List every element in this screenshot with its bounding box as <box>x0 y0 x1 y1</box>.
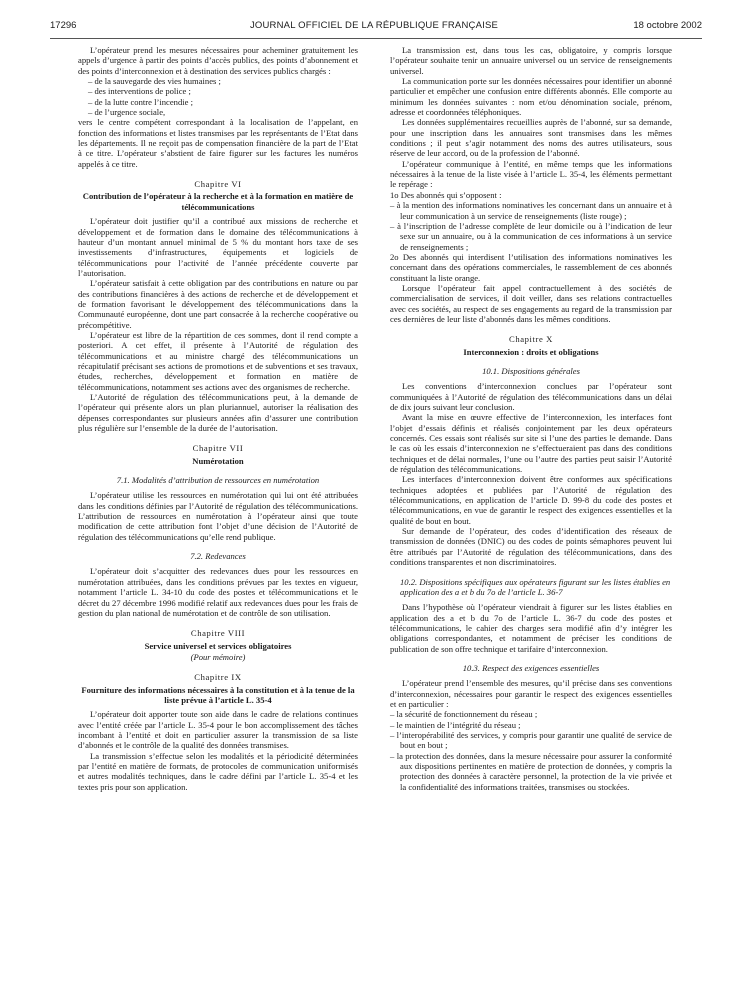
paragraph: Les données supplémentaires recueillies auprès de l’abonné, sur sa demande, pour une inscription dans les annuaires sont transmises dans les mêmes conditions ; il peut s’agir notamment des noms des autres utilisateurs, sous réserve de leur accord, ou de la profession de l’abonné. <box>390 117 672 159</box>
list-item: – de la sauvegarde des vies humaines ; <box>88 76 221 87</box>
chapter-label: Chapitre IX <box>194 672 242 683</box>
list-item: – l’interopérabilité des services, y compris pour garantir une qualité de service de bout en bout ; <box>390 729 672 751</box>
chapter-title: Fourniture des informations nécessaires à la constitution et à la tenue de la liste prévue à l’article L. 35-4 <box>81 684 355 705</box>
list-item: – la sécurité de fonctionnement du réseau ; <box>390 709 538 720</box>
chapter-label: Chapitre VII <box>192 443 244 454</box>
paragraph: Dans l’hypothèse où l’opérateur viendrait à figurer sur les listes établies en application des a et b du 7o de l’article L. 36-7 du code des postes et télécommunications, le cahier des charges sera modifié afin d’y intégrer les obligations correspondantes, et notamment de préciser les conditions de publication de son offre technique et tarifaire d’interconnexion. <box>390 602 672 654</box>
paragraph: La transmission s’effectue selon les modalités et la périodicité déterminées par l’entité en matière de formats, de protocoles de communication uniformisés et autres modalités techniques, dans le cadre défini par l’article L. 35-4 et les textes pris pour son application. <box>78 750 358 792</box>
journal-title: JOURNAL OFFICIEL DE LA RÉPUBLIQUE FRANÇAISE <box>249 20 499 31</box>
section-title: 7.1. Modalités d’attribution de ressources en numérotation <box>116 475 320 486</box>
chapter-label: Chapitre X <box>509 334 553 345</box>
paragraph: La communication porte sur les données nécessaires pour identifier un abonné particulier et empêcher une confusion entre différents abonnés. Elle comporte au minimum les données suivantes : nom et/ou dénomination sociale, prénom, adresse et coordonnées téléphoniques. <box>390 76 672 118</box>
publication-date: 18 octobre 2002 <box>633 20 702 31</box>
paragraph: La transmission est, dans tous les cas, obligatoire, y compris lorsque l’opérateur souhaite tenir un annuaire universel ou un service de renseignements universel. <box>390 45 672 76</box>
chapter-label: Chapitre VI <box>194 179 242 190</box>
opposition-list <box>390 200 672 252</box>
left-column <box>78 45 358 792</box>
section-title: 10.1. Dispositions générales <box>482 365 580 376</box>
paragraph: Sur demande de l’opérateur, des codes d’identification des réseaux de transmission de données (DNIC) ou des codes de points sémaphores peuvent lui être attribués par l’Autorité de régulation des télécommunications, dans des conditions transparentes et non discriminatoires. <box>390 526 672 568</box>
paragraph: L’opérateur doit s’acquitter des redevances dues pour les ressources en numérotation attribuées, dans les conditions prévues par les textes en vigueur, notamment l’article L. 34-10 du code des postes et télécommunications et le décret du 27 décembre 1996 modifié relatif aux redevances dues pour les frais de gestion du plan national de numérotation et de contrôle de son utilisation. <box>78 566 358 618</box>
paragraph: Les interfaces d’interconnexion doivent être conformes aux spécifications techniques adoptées et publiées par l’Autorité de régulation des télécommunications, en application de l’article D. 99-8 du code des postes et télécommunications, en vue de garantir le respect des exigences essentielles et la qualité de bout en bout. <box>390 474 672 526</box>
paragraph: L’opérateur utilise les ressources en numérotation qui lui ont été attribuées dans les conditions définies par l’Autorité de régulation des télécommunications. L’attribution de ressources en numérotation à l’opérateur ainsi que toute modification de cette attribution font l’objet d’une décision de l’Autorité de régulation des télécommunications qu’elle rend publique. <box>78 490 358 542</box>
essential-requirements-list <box>390 709 672 792</box>
list-item: – de la lutte contre l’incendie ; <box>88 96 193 107</box>
paragraph: L’Autorité de régulation des télécommunications peut, à la demande de l’opérateur qui présente alors un plan pluriannuel, autoriser la réalisation des dépenses correspondantes sur plusieurs années afin d’assurer une contribution plus régulière sur l’ensemble de la durée de l’autorisation. <box>78 392 358 434</box>
list-item: – le maintien de l’intégrité du réseau ; <box>390 719 521 730</box>
paragraph: 2o Des abonnés qui interdisent l’utilisation des informations nominatives les concernant dans des opérations commerciales, le rassemblement de ces abonnés constituant la liste orange. <box>390 251 672 283</box>
paragraph: Avant la mise en œuvre effective de l’interconnexion, les interfaces font l’objet d’essais définis et réalisés conjointement par les deux opérateurs concernés. Ces essais sont réalisés sur site si l’une des parties le demande. Dans le cas où les essais d’interconnexion ne s’effectueraient pas dans des conditions techniques et de délai normales, l’une ou l’autre des parties peut saisir l’Autorité de régulation des télécommunications. <box>390 412 672 475</box>
chapter-title: Interconnexion : droits et obligations <box>463 346 599 357</box>
paragraph: L’opérateur prend l’ensemble des mesures, qu’il précise dans ses conventions d’interconnexion, nécessaires pour garantir le respect des exigences essentielles et en particulier : <box>390 678 672 709</box>
header-rule <box>50 38 702 39</box>
paragraph: L’opérateur doit apporter toute son aide dans le cadre de relations continues avec l’entité créée par l’article L. 35-4 pour le bon accomplissement des tâches incombant à l’entité et doit en particulier assurer la transmission de sa liste d’abonnés et le contrôle de la qualité des données transmises. <box>78 709 358 751</box>
list-item: – à la mention des informations nominatives les concernant dans un annuaire et à leur communication à un service de renseignements (liste rouge) ; <box>390 200 672 221</box>
paragraph: Les conventions d’interconnexion conclues par l’opérateur sont communiquées à l’Autorité de régulation des télécommunications dans un délai de dix jours suivant leur conclusion. <box>390 381 672 412</box>
list-item: – à l’inscription de l’adresse complète de leur domicile ou à l’indication de leur sexe sur un annuaire, ou à la communication de ces informations à un service de renseignements ; <box>390 220 672 252</box>
section-title: 10.2. Dispositions spécifiques aux opérateurs figurant sur les listes établies en application des a et b du 7o de l’article L. 36-7 <box>400 576 671 597</box>
paragraph: 1o Des abonnés qui s’opposent : <box>390 189 502 200</box>
chapter-label: Chapitre VIII <box>190 628 246 639</box>
list-item: – la protection des données, dans la mesure nécessaire pour assurer la conformité aux dispositions pertinentes en matière de protection de données, y compris la protection des données à caractère personnel, la protection de la vie privée et la confidentialité des informations traitées, transmises ou stockées. <box>390 750 672 792</box>
emergency-services-list <box>78 76 358 117</box>
paragraph: L’opérateur communique à l’entité, en même temps que les informations nécessaires à la tenue de la liste visée à l’article L. 35-4, les éléments permettant le repérage : <box>390 158 672 190</box>
chapter-title: Numérotation <box>192 455 244 466</box>
page-header <box>0 0 748 48</box>
paragraph: L’opérateur satisfait à cette obligation par des contributions en nature ou par des contributions financières à des actions de recherche et de développement et de formation favorisant le développement des télécommunications dans la Communauté européenne, dont une part consacrée à la recherche coopérative ou précompétitive. <box>78 278 358 330</box>
paragraph: Lorsque l’opérateur fait appel contractuellement à des sociétés de commercialisation de services, il doit veiller, dans ses relations contractuelles avec ces sociétés, au respect de ses engagements au regard de la transmission par ces dernières de leur liste d’abonnés dans les mêmes conditions. <box>390 282 672 324</box>
section-title: 10.3. Respect des exigences essentielles <box>462 662 600 673</box>
page-number: 17296 <box>50 20 77 31</box>
paragraph: L’opérateur doit justifier qu’il a contribué aux missions de recherche et développement et de formation dans le domaine des télécommunications à hauteur d’un montant annuel minimal de 5 % du montant hors taxe de ses investissements d’infrastructures, équipements et logiciels de télécommunications pour l’activité de l’année précédente couverte par l’autorisation. <box>78 216 358 278</box>
section-title: 7.2. Redevances <box>190 551 246 562</box>
paragraph: L’opérateur prend les mesures nécessaires pour acheminer gratuitement les appels d’urgence à partir des points d’accès publics, des points d’abonnement et des points d’interconnexion et à destination des services publics chargés : <box>78 45 358 76</box>
chapter-note: (Pour mémoire) <box>190 651 246 662</box>
paragraph: L’opérateur est libre de la répartition de ces sommes, dont il rend compte a posteriori. A cet effet, il présente à l’Autorité de régulation des télécommunications et au ministre chargé des télécommunications un récapitulatif précisant ses actions de promotions et de subventions et ses travaux, études, recherches, développement et formation en matière de télécommunications, notamment ses actions avec des organismes de recherche. <box>78 329 358 392</box>
chapter-title: Service universel et services obligatoires <box>144 640 292 651</box>
list-item: – des interventions de police ; <box>88 86 191 97</box>
paragraph: vers le centre compétent correspondant à la localisation de l’appelant, en fonction des informations et listes transmises par les représentants de l’Etat dans les départements. Il ne reçoit pas de compensation financière de la part de l’Etat à ce titre. L’opérateur s’abstient de faire figurer sur les factures les numéros appelés à ce titre. <box>78 117 358 169</box>
right-column <box>390 45 672 792</box>
list-item: – de l’urgence sociale, <box>88 107 166 118</box>
chapter-title: Contribution de l’opérateur à la recherche et à la formation en matière de télécommunications <box>82 191 354 212</box>
